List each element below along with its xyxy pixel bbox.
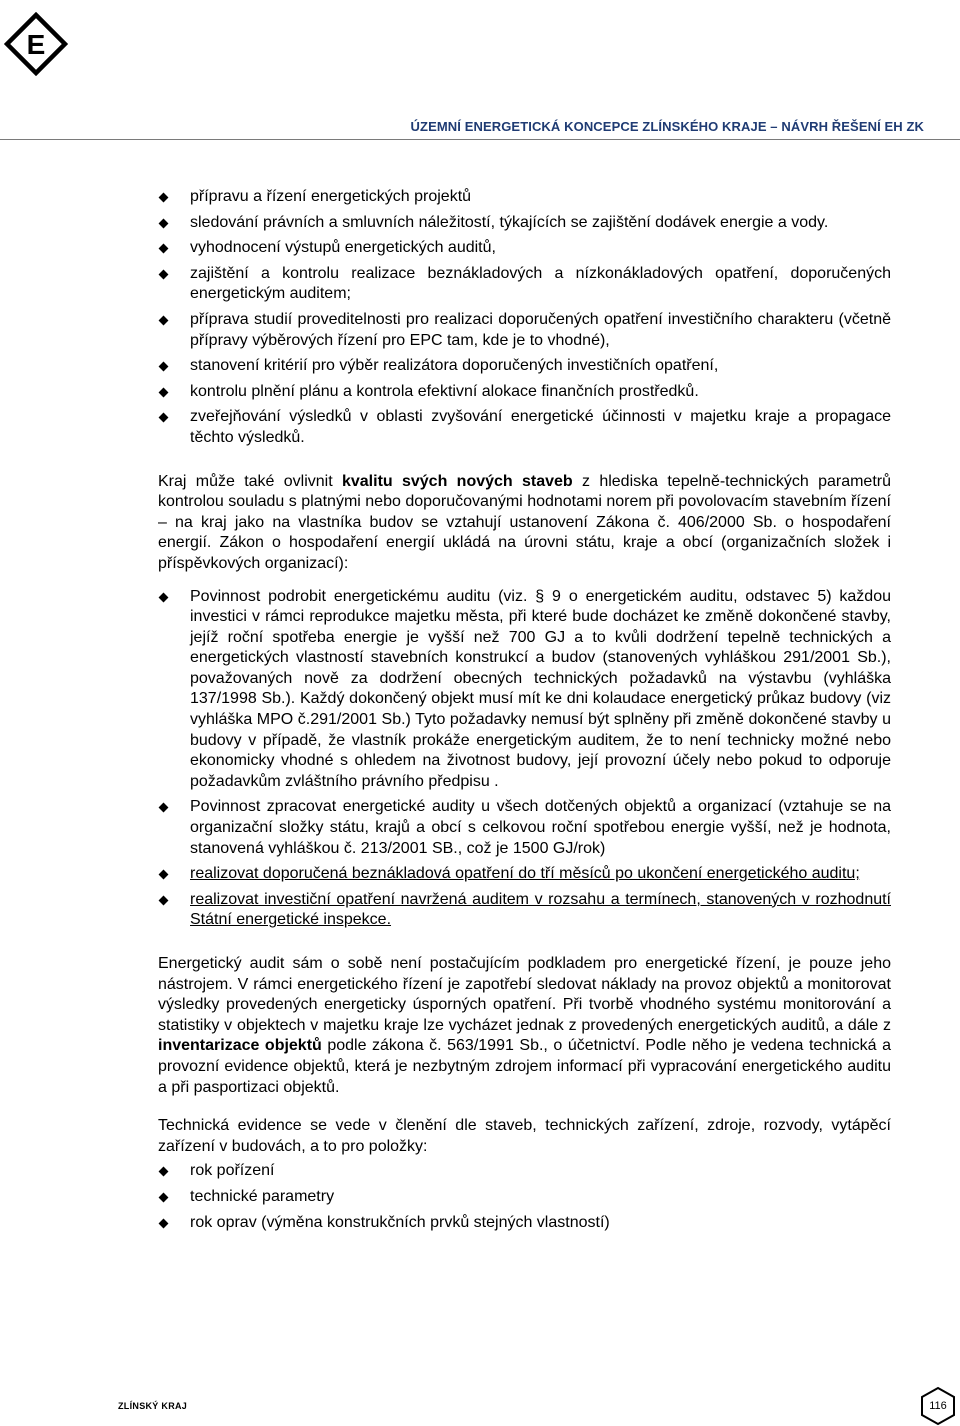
document-header-title: ÚZEMNÍ ENERGETICKÁ KONCEPCE ZLÍNSKÉHO KRAJE – NÁVRH ŘEŠENÍ EH ZK	[410, 119, 924, 134]
list-item: vyhodnocení výstupů energetických auditů,	[158, 238, 891, 259]
list-item: realizovat investiční opatření navržená auditem v rozsahu a termínech, stanovených v rozhodnutí Státní energetické inspekce.	[158, 890, 891, 931]
list-item: realizovat doporučená beznákladová opatření do tří měsíců po ukončení energetického auditu;	[158, 864, 891, 885]
header-divider	[0, 139, 960, 140]
paragraph-building-quality: Kraj může také ovlivnit kvalitu svých nových staveb z hlediska tepelně-technických parametrů kontrolou souladu s platnými nebo doporučovanými hodnotami norem při povolovacím stavebním řízení – na kraj jako na vlastníka budov se vztahují ustanovení Zákona č. 406/2000 Sb. o hospodaření energií. Zákon o hospodaření energií ukládá na úrovni státu, kraje a obcí (organizačních složek i příspěvkových organizací):	[158, 472, 891, 572]
diamond-bullet-icon	[159, 362, 169, 372]
logo	[4, 12, 68, 76]
paragraph-technical-evidence: Technická evidence se vede v členění dle staveb, technických zařízení, zdroje, rozvody, vytápěcí zařízení v budovách, a to pro položky:	[158, 1117, 891, 1155]
diamond-bullet-icon	[159, 387, 169, 397]
list-item: stanovení kritérií pro výběr realizátora doporučených investičních opatření,	[158, 356, 891, 377]
list-item: zajištění a kontrolu realizace beznákladových a nízkonákladových opatření, doporučených energetickým auditem;	[158, 264, 891, 305]
diamond-bullet-icon	[159, 592, 169, 602]
diamond-bullet-icon	[159, 1167, 169, 1177]
list-item: příprava studií proveditelnosti pro realizaci doporučených opatření investičního charakteru (včetně přípravy výběrových řízení pro EPC tam, kde je to vhodné),	[158, 310, 891, 351]
list-item: sledování právních a smluvních náležitostí, týkajících se zajištění dodávek energie a vody.	[158, 213, 891, 234]
paragraph-energy-audit: Energetický audit sám o sobě není postačujícím podkladem pro energetické řízení, je pouze jeho nástrojem. V rámci energetického řízení je zapotřebí sledovat náklady na provoz objektů a monitorovat výsledky provedených energeticky úsporných opatření. Při tvorbě vhodného systému monitorování a statistiky v objektech v majetku kraje lze vycházet jednak z provedených energetických auditů, a dále z inventarizace objektů podle zákona č. 563/1991 Sb., o účetnictví. Podle něho je vedena technická a provozní evidence objektů, která je nezbytným zdrojem informací při vypracování energetického auditu a při pasportizaci objektů.	[158, 955, 891, 1096]
diamond-bullet-icon	[159, 895, 169, 905]
footer-region: ZLÍNSKÝ KRAJ	[118, 1401, 188, 1411]
list-item: rok oprav (výměna konstrukčních prvků stejných vlastností)	[158, 1213, 891, 1234]
diamond-bullet-icon	[159, 269, 169, 279]
diamond-bullet-icon	[159, 218, 169, 228]
diamond-bullet-icon	[159, 1218, 169, 1228]
list-item: zveřejňování výsledků v oblasti zvyšování energetické účinnosti v majetku kraje a propagace těchto výsledků.	[158, 407, 891, 448]
diamond-bullet-icon	[159, 870, 169, 880]
list-item: rok pořízení	[158, 1161, 891, 1182]
diamond-bullet-icon	[159, 244, 169, 254]
responsibilities-list	[158, 187, 891, 449]
main-content	[158, 187, 891, 1238]
list-item: Povinnost podrobit energetickému auditu (viz. § 9 o energetickém auditu, odstavec 5) každou investici v rámci reprodukce majetku města, při které bude docházet ke změně dokončené stavby, jejíž roční spotřeba energie je vyšší než 700 GJ a to kvůli dodržení tepelně technických a energetických vlastností stavebních konstrukcí a budov (stanovených vyhláškou 291/2001 Sb.), považovaných nově za dodržení obecných technických požadavků na výstavbu (vyhláška 137/1998 Sb.). Každý dokončený objekt musí mít ke dni kolaudace energetický průkaz budovy (viz vyhláška MPO č.291/2001 Sb.) Tyto požadavky nemusí být splněny při změně dokončené stavby u budovy v případě, že vlastník prokáže energetickým auditem, že to není technicky možné nebo ekonomicky vhodné s ohledem na životnost budovy, její provozní účely nebo pokud to odporuje požadavkům zvláštního právního předpisu .	[158, 587, 891, 793]
list-item: Povinnost zpracovat energetické audity u všech dotčených objektů a organizací (vztahuje se na organizační složky státu, krajů a obcí s celkovou roční spotřebou energie vyšší, než je hodnota, stanovená vyhláškou č. 213/2001 SB., což je 1500 GJ/rok)	[158, 797, 891, 859]
diamond-bullet-icon	[159, 193, 169, 203]
list-item: technické parametry	[158, 1187, 891, 1208]
diamond-bullet-icon	[159, 316, 169, 326]
diamond-bullet-icon	[159, 413, 169, 423]
diamond-bullet-icon	[159, 803, 169, 813]
logo-letter: E	[26, 29, 46, 60]
list-item: kontrolu plnění plánu a kontrola efektivní alokace finančních prostředků.	[158, 382, 891, 403]
diamond-bullet-icon	[159, 1192, 169, 1202]
list-item: přípravu a řízení energetických projektů	[158, 187, 891, 208]
page-number: 116	[929, 1400, 947, 1412]
obligations-list	[158, 587, 891, 932]
evidence-items-list	[158, 1161, 891, 1233]
